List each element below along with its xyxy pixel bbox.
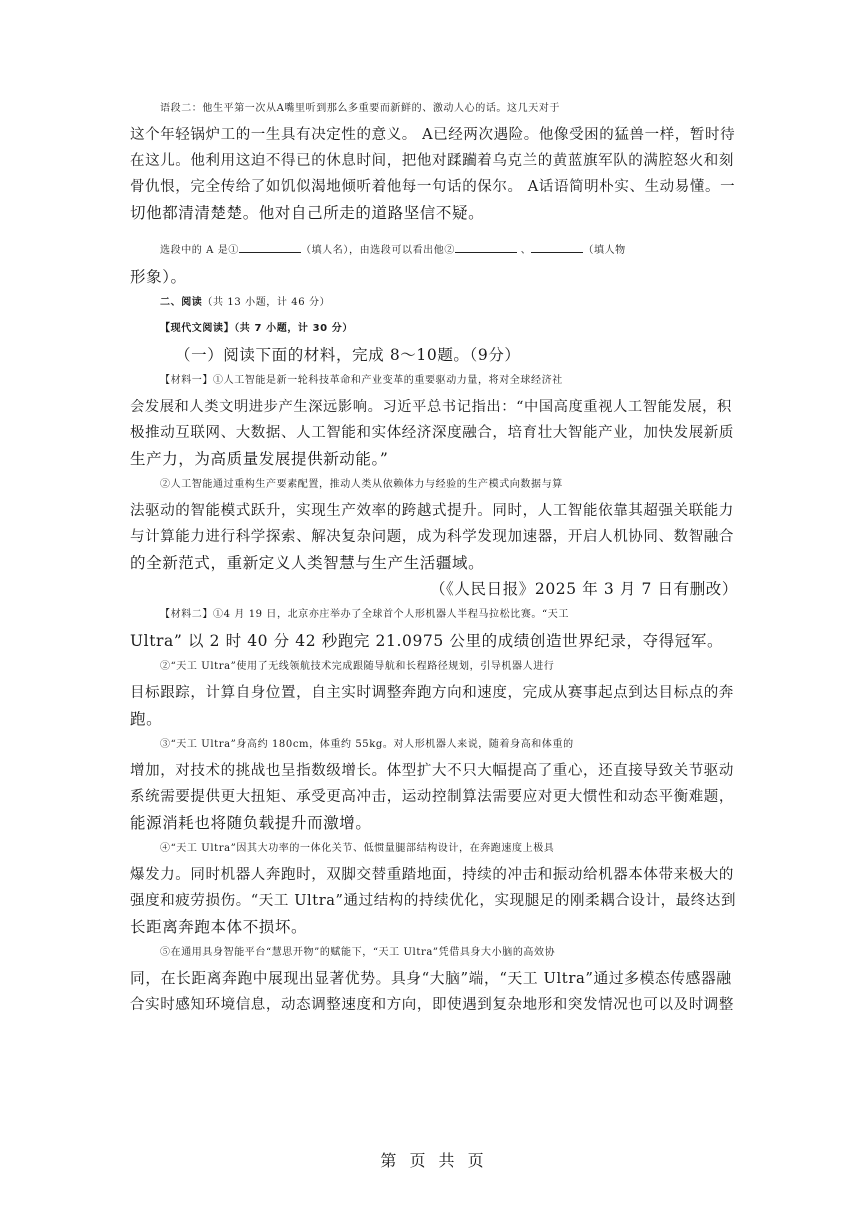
material-line: 的全新范式，重新定义人类智慧与生产生活疆域。: [130, 554, 485, 572]
question-text: 形象）。: [130, 268, 187, 286]
question-text: （填人名），由选段可以看出他②: [300, 245, 455, 256]
material-line: 合实时感知环境信息，动态调整速度和方向，即使遇到复杂地形和突发情况也可以及时调整: [130, 997, 734, 1013]
question-text: 、: [516, 245, 532, 256]
material-line: 目标跟踪，计算自身位置，自主实时调整奔跑方向和速度，完成从赛事起点到达目标点的奔: [130, 685, 734, 701]
material-line: 【材料一】①人工智能是新一轮科技革命和产业变革的重要驱动力量，将对全球经济社: [160, 375, 563, 386]
passage-line: 切他都清清楚楚。他对自己所走的道路坚信不疑。: [130, 204, 485, 222]
material-line: Ultra” 以 2 时 40 分 42 秒跑完 21.0975 公里的成绩创造世界纪录，夺得冠军。: [130, 632, 724, 650]
material-line: ③“天工 Ultra”身高约 180cm，体重约 55kg。对人形机器人来说，随着身高和体重的: [160, 739, 574, 750]
answer-blank-3[interactable]: [531, 238, 583, 253]
passage-line: 这个年轻锅炉工的一生具有决定性的意义。 A已经两次遇险。他像受困的猛兽一样，暂时待: [130, 127, 736, 143]
material-line: 增加，对技术的挑战也呈指数级增长。体型扩大不只大幅提高了重心，还直接导致关节驱动: [130, 763, 734, 779]
material-line: 法驱动的智能模式跃升，实现生产效率的跨越式提升。同时，人工智能依靠其超强关联能力: [130, 503, 734, 519]
material-line: 与计算能力进行科学探索、解决复杂问题，成为科学发现加速器，开启人机协同、数智融合: [130, 529, 734, 545]
passage-line: 骨仇恨，完全传给了如饥似渴地倾听着他每一句话的保尔。 A话语简明朴实、生动易懂。一: [130, 179, 736, 195]
passage-line: 在这儿。他利用这迫不得已的休息时间，把他对蹂躏着乌克兰的黄蓝旗军队的满腔怒火和刻: [130, 153, 734, 169]
answer-blank-2[interactable]: [455, 238, 517, 253]
material-line: 强度和疲劳损伤。“天工 Ultra”通过结构的持续优化，实现腿足的刚柔耦合设计，最终达到: [130, 893, 737, 909]
material-line: ④“天工 Ultra”因其大功率的一体化关节、低惯量腿部结构设计，在奔跑速度上极具: [160, 843, 555, 854]
answer-blank-1[interactable]: [239, 238, 301, 253]
subsection-note: （共 7 小题，计 30 分）: [234, 323, 354, 334]
source-citation: （《人民日报》2025 年 3 月 7 日有删改）: [429, 580, 738, 598]
passage-line: 语段二：他生平第一次从A嘴里听到那么多重要而新鲜的、激动人心的话。这几天对于: [160, 103, 561, 114]
material-line: 系统需要提供更大扭矩、承受更高冲击，运动控制算法需要应对更大惯性和动态平衡难题，: [130, 789, 734, 805]
material-line: 能源消耗也将随负载提升而激增。: [130, 814, 372, 832]
material-line: 跑。: [130, 710, 163, 728]
page-footer: 第 页 共 页: [380, 1151, 488, 1170]
material-line: 极推动互联网、大数据、人工智能和实体经济深度融合，培育壮大智能产业，加快发展新质: [130, 425, 734, 441]
material-line: ⑤在通用具身智能平台“慧思开物”的赋能下，“天工 Ultra”凭借具身大小脑的高效协: [160, 947, 556, 958]
material-line: 【材料二】①4 月 19 日，北京亦庄举办了全球首个人形机器人半程马拉松比赛。“天工: [160, 609, 569, 620]
question-text: 选段中的 A 是①: [160, 245, 239, 256]
section-note: （共 13 小题，计 46 分）: [202, 297, 331, 308]
instruction: （一）阅读下面的材料，完成 8～10题。（9分）: [175, 346, 521, 364]
section-title: 二、阅读: [160, 297, 203, 308]
subsection-heading: [160, 316, 760, 342]
subsection-title: 【现代文阅读】: [160, 323, 235, 334]
material-line: ②“天工 Ultra”使用了无线领航技术完成跟随导航和长程路径规划，引导机器人进行: [160, 661, 555, 672]
material-line: 爆发力。同时机器人奔跑时，双脚交替重踏地面，持续的冲击和振动给机器本体带来极大的: [130, 867, 734, 883]
question-text: （填人物: [583, 245, 626, 256]
material-line: 同，在长距离奔跑中展现出显著优势。具身“大脑”端，“天工 Ultra”通过多模态传感器融: [130, 970, 732, 987]
material-line: 会发展和人类文明进步产生深远影响。习近平总书记指出：“中国高度重视人工智能发展，积: [130, 399, 732, 415]
material-line: ②人工智能通过重构生产要素配置，推动人类从依赖体力与经验的生产模式向数据与算: [160, 479, 563, 490]
material-line: 生产力，为高质量发展提供新动能。”: [130, 450, 389, 468]
material-line: 长距离奔跑本体不损坏。: [130, 918, 308, 936]
fill-blank-question: [160, 238, 760, 264]
section-heading: [160, 290, 760, 316]
